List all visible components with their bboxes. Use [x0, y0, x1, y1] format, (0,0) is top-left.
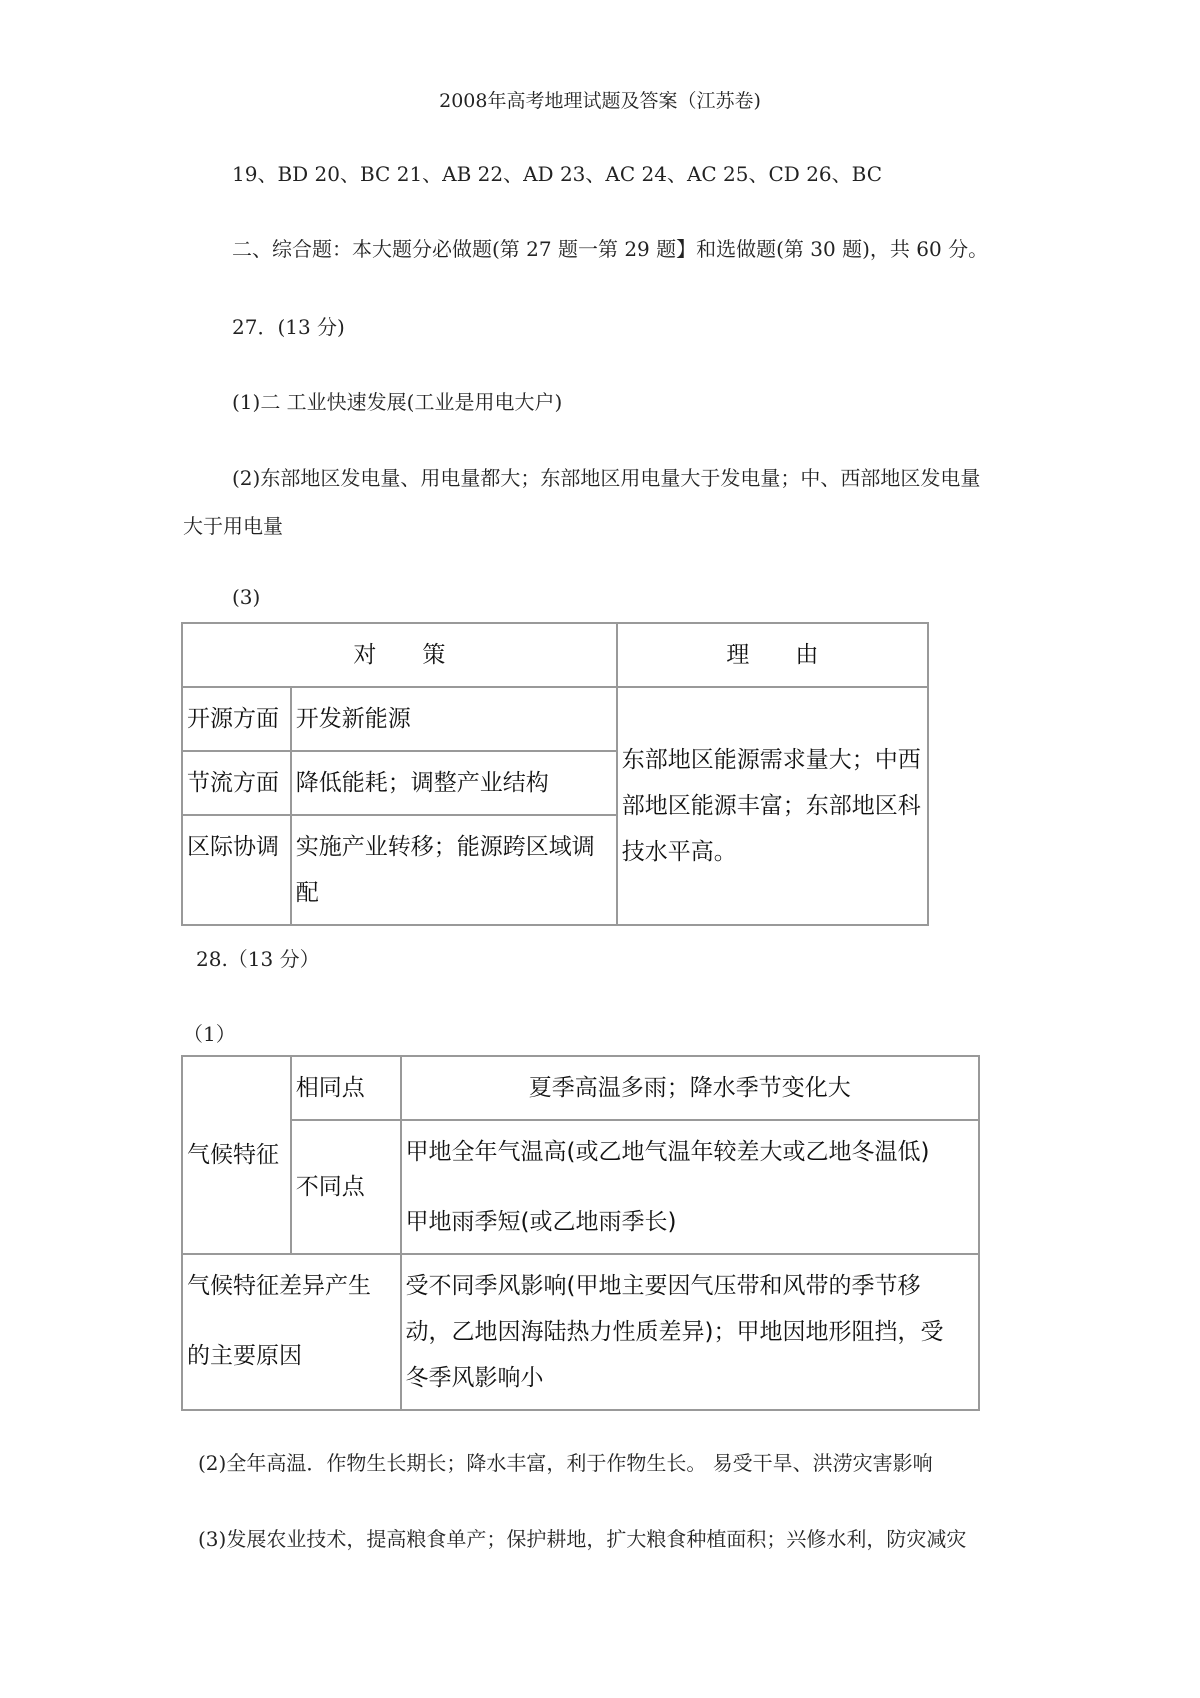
- section2-intro: 二、综合题：本大题分必做题(第 27 题一第 29 题】和选做题(第 30 题)，共 60 分。: [232, 237, 989, 261]
- reason-line: 动，乙地因海陆热力性质差异)；甲地因地形阻挡，受: [405, 1319, 944, 1345]
- measure-line: 实施产业转移；能源跨区域调: [295, 834, 595, 860]
- reason-label: [182, 1254, 401, 1410]
- reason-label-line: 气候特征差异产生: [187, 1273, 371, 1299]
- row-category: 节流方面: [182, 751, 291, 815]
- q27-title: 27．(13 分): [232, 315, 345, 339]
- diff-line: 甲地全年气温高(或乙地气温年较差大或乙地冬温低): [405, 1139, 930, 1165]
- reason-line: 东部地区能源需求量大；中西: [621, 747, 921, 773]
- q28-climate-table: [181, 1055, 980, 1411]
- document-header: 2008年高考地理试题及答案（江苏卷): [439, 90, 761, 112]
- q28-answer-3: (3)发展农业技术，提高粮食单产；保护耕地，扩大粮食种植面积；兴修水利，防灾减灾: [198, 1527, 967, 1551]
- q27-answer-1: (1)二 工业快速发展(工业是用电大户): [232, 390, 563, 414]
- reason-line: 受不同季风影响(甲地主要因气压带和风带的季节移: [405, 1273, 921, 1299]
- q28-answer-1-label: （1）: [183, 1022, 236, 1046]
- measure-line: 配: [295, 880, 319, 906]
- table-row: [182, 1056, 979, 1120]
- row-category: 区际协调: [182, 815, 291, 925]
- reason-line: 部地区能源丰富；东部地区科: [621, 793, 921, 819]
- header-reason: 理 由: [617, 623, 928, 687]
- q27-answer-3-label: (3): [232, 585, 261, 609]
- reason-cell: [617, 687, 928, 925]
- diff-value: [401, 1120, 979, 1254]
- q28-answer-2: (2)全年高温．作物生长期长；降水丰富，利于作物生长。 易受干旱、洪涝灾害影响: [198, 1451, 933, 1475]
- climate-label: 气候特征: [182, 1056, 291, 1254]
- reason-value: [401, 1254, 979, 1410]
- q28-title: 28.（13 分）: [196, 947, 320, 971]
- table-row: [182, 687, 928, 751]
- header-measure: 对 策: [182, 623, 617, 687]
- reason-line: 技水平高。: [621, 839, 737, 865]
- same-label: 相同点: [291, 1056, 401, 1120]
- row-measure: 开发新能源: [291, 687, 617, 751]
- reason-line: 冬季风影响小: [405, 1365, 544, 1391]
- row-category: 开源方面: [182, 687, 291, 751]
- row-measure: [291, 815, 617, 925]
- diff-line: 甲地雨季短(或乙地雨季长): [405, 1209, 677, 1235]
- same-value: 夏季高温多雨；降水季节变化大: [401, 1056, 979, 1120]
- table-row: [182, 1120, 979, 1254]
- row-measure: 降低能耗；调整产业结构: [291, 751, 617, 815]
- answers-line: 19、BD 20、BC 21、AB 22、AD 23、AC 24、AC 25、CD 26、BC: [232, 162, 883, 186]
- q27-strategy-table: [181, 622, 929, 926]
- diff-label: 不同点: [291, 1120, 401, 1254]
- table-row: [182, 1254, 979, 1410]
- reason-label-line: 的主要原因: [187, 1343, 302, 1369]
- q27-answer-2-line1: (2)东部地区发电量、用电量都大；东部地区用电量大于发电量；中、西部地区发电量: [232, 466, 981, 490]
- table-row: [182, 623, 928, 687]
- q27-answer-2-line2: 大于用电量: [183, 514, 283, 538]
